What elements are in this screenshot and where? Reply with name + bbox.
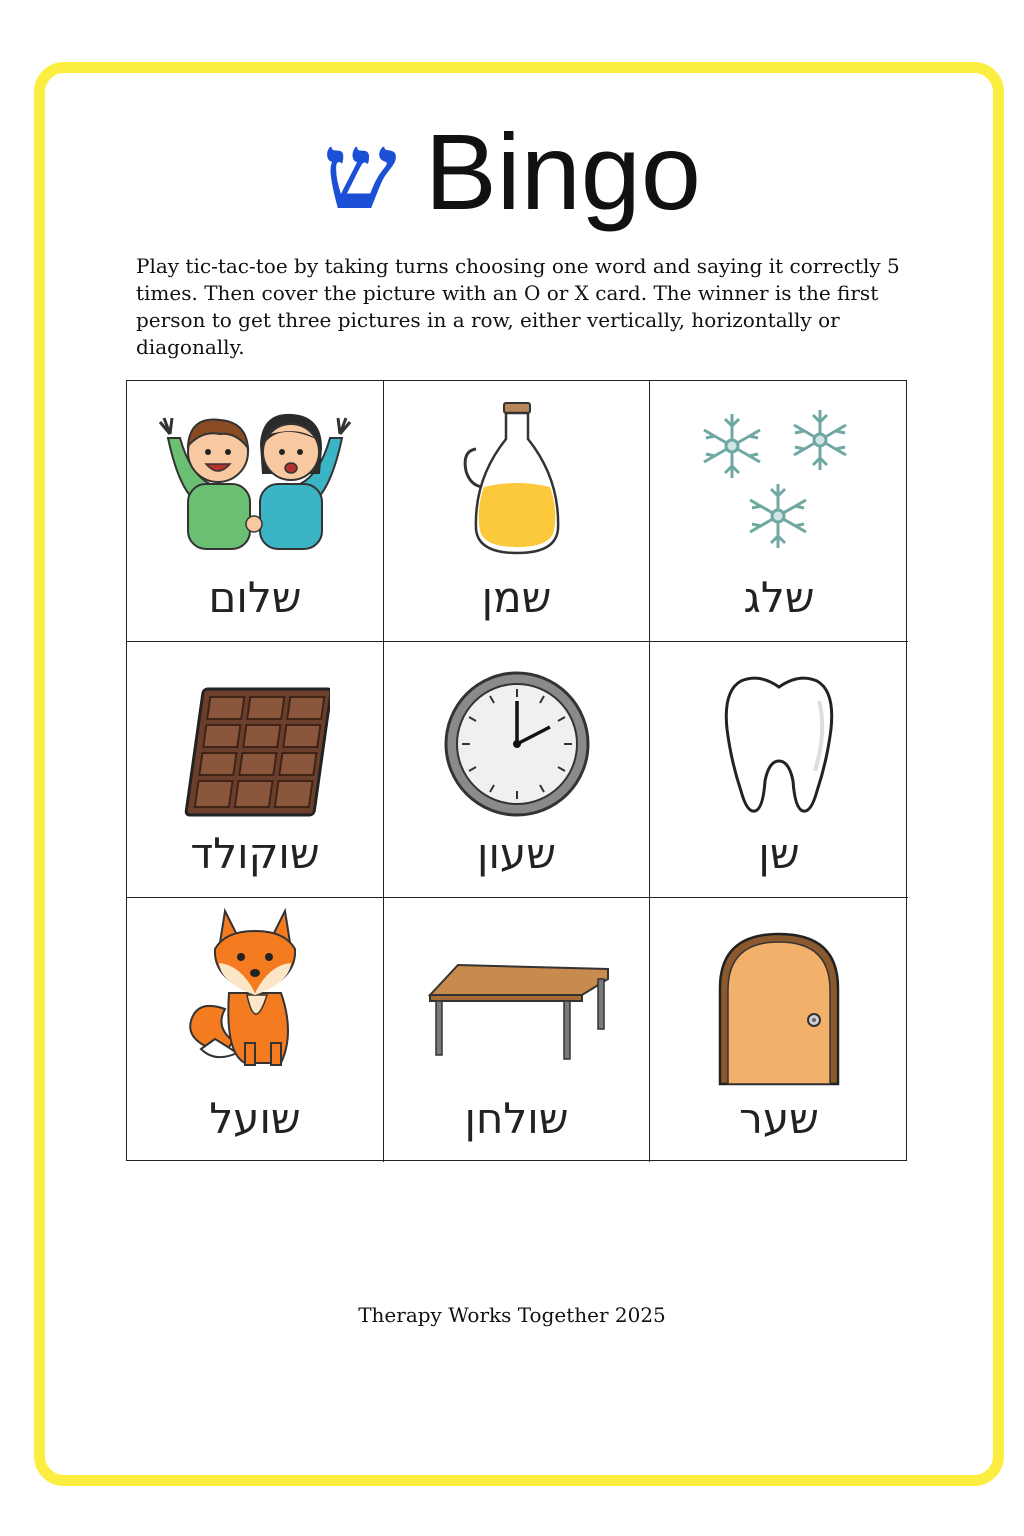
- word-label: שער: [739, 1093, 819, 1143]
- fox-icon: [127, 910, 383, 1070]
- bingo-cell[interactable]: [127, 642, 384, 898]
- bingo-cell[interactable]: [384, 381, 650, 642]
- bingo-cell[interactable]: [384, 642, 650, 898]
- door-icon: [650, 928, 908, 1088]
- title-word: Bingo: [424, 111, 701, 232]
- bingo-cell[interactable]: [650, 642, 908, 898]
- word-label: שן: [758, 828, 800, 878]
- word-label: שולחן: [464, 1093, 569, 1143]
- word-label: שוקולד: [190, 828, 320, 878]
- word-label: שלום: [208, 572, 302, 622]
- clock-icon: [384, 664, 649, 824]
- word-label: שלג: [743, 572, 815, 622]
- title-letter: ש: [323, 110, 397, 233]
- tooth-icon: [650, 666, 908, 826]
- bingo-cell[interactable]: [650, 381, 908, 642]
- bingo-cell[interactable]: [127, 898, 384, 1162]
- chocolate-bar-icon: [127, 672, 383, 832]
- footer-credit: Therapy Works Together 2025: [358, 1303, 666, 1327]
- instructions-text: Play tic-tac-toe by taking turns choosing one word and saying it correctly 5 times. Then cover the picture with an O or X card. The winner is the first person to get three pictures in a row, either vertically, horizontally or diagonally.: [136, 254, 900, 359]
- table-icon: [384, 946, 649, 1076]
- bingo-cell[interactable]: [650, 898, 908, 1162]
- oil-bottle-icon: [384, 399, 649, 559]
- bingo-cell[interactable]: [127, 381, 384, 642]
- word-label: שמן: [481, 572, 552, 622]
- word-label: שעון: [477, 828, 556, 878]
- snowflakes-icon: [650, 399, 908, 559]
- page-title: [0, 110, 1024, 248]
- bingo-cell[interactable]: [384, 898, 650, 1162]
- bingo-grid: [126, 380, 907, 1161]
- word-label: שועל: [209, 1093, 301, 1143]
- children-waving-icon: [127, 399, 383, 559]
